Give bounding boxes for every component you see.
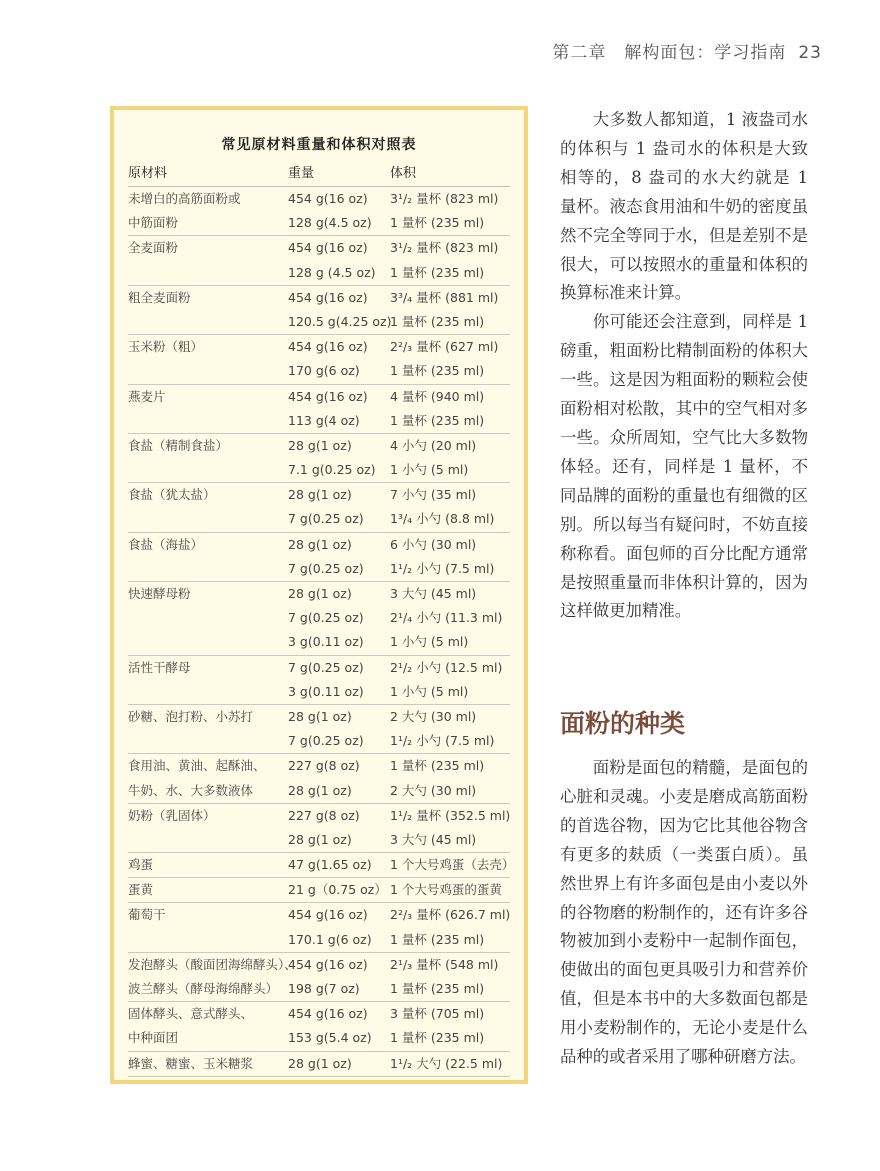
table-row (128, 286, 510, 310)
ingredient-cell: 奶粉（乳固体） (128, 807, 216, 823)
table-row (128, 779, 510, 803)
page-number: 23 (798, 43, 822, 63)
volume-cell: 1¹/₂ 量杯 (352.5 ml) (390, 807, 511, 823)
volume-cell: 1³/₄ 小勺 (8.8 ml) (390, 511, 495, 527)
table-row (128, 754, 510, 778)
table-row-group (128, 804, 510, 853)
table-row-group (128, 533, 510, 582)
weight-cell: 3 g(0.11 oz) (288, 634, 364, 650)
volume-cell: 1 量杯 (235 ml) (390, 363, 485, 379)
ingredient-cell: 燕麦片 (128, 388, 166, 404)
ingredient-cell: 发泡酵头（酸面团海绵酵头）、 (128, 956, 297, 972)
volume-cell: 1 量杯 (235 ml) (390, 215, 485, 231)
ingredient-cell: 食盐（海盐） (128, 536, 204, 552)
ingredient-cell: 波兰酵头（酵母海绵酵头） (128, 981, 279, 996)
weight-cell: 454 g(16 oz) (288, 907, 368, 923)
volume-cell: 2²/₃ 量杯 (626.7 ml) (390, 907, 511, 923)
ingredient-cell: 粗全麦面粉 (128, 289, 191, 305)
table-row (128, 928, 510, 952)
ingredient-cell: 中筋面粉 (128, 215, 179, 231)
volume-cell: 1 量杯 (235 ml) (390, 981, 485, 996)
weight-cell: 454 g(16 oz) (288, 388, 368, 404)
weight-cell: 454 g(16 oz) (288, 289, 368, 305)
volume-cell: 3 量杯 (705 ml) (390, 1006, 485, 1022)
ingredient-cell: 固体酵头、意式酵头、 (128, 1006, 254, 1022)
volume-cell: 2¹/₂ 小勺 (12.5 ml) (390, 659, 503, 675)
volume-cell: 1¹/₂ 大勺 (22.5 ml) (390, 1055, 503, 1071)
volume-cell: 2 大勺 (30 ml) (390, 782, 477, 798)
table-row-group (128, 582, 510, 656)
table-row (128, 903, 510, 927)
table-row (128, 385, 510, 409)
table-row-group (128, 953, 510, 1002)
table-row (128, 680, 510, 704)
weight-cell: 113 g(4 oz) (288, 412, 360, 428)
table-body (128, 187, 515, 1077)
weight-cell: 28 g(1 oz) (288, 586, 352, 601)
table-row (128, 582, 510, 606)
table-row-group (128, 656, 510, 705)
weight-cell: 454 g(16 oz) (288, 339, 368, 355)
volume-cell: 2²/₃ 量杯 (627 ml) (390, 339, 499, 355)
volume-cell: 4 量杯 (940 ml) (390, 388, 485, 404)
weight-cell: 28 g(1 oz) (288, 536, 352, 552)
table-row (128, 1026, 510, 1050)
volume-cell: 1 量杯 (235 ml) (390, 412, 485, 428)
volume-cell: 3³/₄ 量杯 (881 ml) (390, 289, 499, 305)
volume-cell: 1 量杯 (235 ml) (390, 931, 485, 947)
table-row (128, 977, 510, 1001)
running-header (552, 38, 822, 63)
volume-cell: 1 量杯 (235 ml) (390, 264, 485, 280)
ingredient-cell: 食盐（犹太盐） (128, 487, 216, 503)
volume-cell: 3 大勺 (45 ml) (390, 586, 477, 601)
volume-cell: 2¹/₃ 量杯 (548 ml) (390, 956, 499, 972)
table-row (128, 310, 510, 334)
table-row (128, 458, 510, 482)
weight-cell: 128 g (4.5 oz) (288, 264, 376, 280)
table-row (128, 630, 510, 654)
weight-cell: 7 g(0.25 oz) (288, 659, 364, 675)
paragraph: 你可能还会注意到，同样是 1 磅重，粗面粉比精制面粉的体积大一些。这是因为粗面粉的颗粒会使面粉相对松散，其中的空气相对多一些。众所周知，空气比大多数物体轻。还有，同样是 1 量杯，不同品牌的面粉的重量也有细微的区别。所以每当有疑问时，不妨直接称称看。面包师的百分比配方通常是按照重量而非体积计算的，因为这样做更加精准。 (560, 312, 808, 621)
header-ingredient: 原材料 (128, 166, 168, 181)
weight-cell: 3 g(0.11 oz) (288, 683, 364, 699)
volume-cell: 7 小勺 (35 ml) (390, 487, 477, 503)
ingredient-cell: 未增白的高筋面粉或 (128, 191, 241, 206)
volume-cell: 3 大勺 (45 ml) (390, 831, 477, 847)
weight-cell: 128 g(4.5 oz) (288, 215, 372, 231)
weight-cell: 7 g(0.25 oz) (288, 610, 364, 626)
table-row-group (128, 286, 510, 335)
table-row-group (128, 903, 510, 952)
weight-cell: 170 g(6 oz) (288, 363, 360, 379)
ingredient-cell: 食用油、黄油、起酥油、 (128, 758, 266, 774)
weight-cell: 28 g(1 oz) (288, 708, 352, 724)
table-row (128, 828, 510, 852)
weight-cell: 198 g(7 oz) (288, 981, 360, 996)
volume-cell: 1 个大号鸡蛋的蛋黄 (390, 882, 502, 898)
table-row-group (128, 878, 510, 903)
weight-cell: 28 g(1 oz) (288, 487, 352, 503)
ingredient-cell: 砂糖、泡打粉、小苏打 (128, 708, 254, 724)
weight-cell: 454 g(16 oz) (288, 191, 368, 206)
weight-cell: 120.5 g(4.25 oz) (288, 313, 392, 329)
volume-cell: 4 小勺 (20 ml) (390, 437, 477, 453)
weight-cell: 28 g(1 oz) (288, 831, 352, 847)
table-row-group (128, 483, 510, 532)
table-row (128, 953, 510, 977)
ingredient-cell: 蛋黄 (128, 882, 154, 898)
header-volume: 体积 (390, 166, 417, 181)
volume-cell: 1 量杯 (235 ml) (390, 313, 485, 329)
table-row (128, 187, 510, 211)
ingredient-cell: 快速酵母粉 (128, 586, 191, 601)
table-row (128, 1052, 510, 1076)
weight-cell: 47 g(1.65 oz) (288, 857, 372, 873)
chapter-title: 第二章 解构面包：学习指南 (552, 43, 787, 63)
table-row (128, 533, 510, 557)
weight-cell: 227 g(8 oz) (288, 807, 360, 823)
section-flour-types (560, 704, 808, 1072)
table-row (128, 557, 510, 581)
table-row (128, 705, 510, 729)
volume-cell: 3¹/₂ 量杯 (823 ml) (390, 240, 499, 256)
volume-cell: 1¹/₂ 小勺 (7.5 ml) (390, 733, 495, 749)
table-row (128, 236, 510, 260)
table-header-row (128, 162, 510, 187)
table-row (128, 853, 515, 877)
paragraph: 面粉是面包的精髓，是面包的心脏和灵魂。小麦是磨成高筋面粉的首选谷物，因为它比其他谷物含有更多的麸质（一类蛋白质）。虽然世界上有许多面包是由小麦以外的谷物磨的粉制作的，还有许多谷物被加到小麦粉中一起制作面包，使做出的面包更具吸引力和营养价值，但是本书中的大多数面包都是用小麦粉制作的，无论小麦是什么品种的或者采用了哪种研磨方法。 (560, 758, 808, 1067)
volume-cell: 6 小勺 (30 ml) (390, 536, 477, 552)
weight-cell: 7 g(0.25 oz) (288, 733, 364, 749)
table-row (128, 1002, 510, 1026)
ingredient-cell: 葡萄干 (128, 907, 166, 923)
table-row (128, 211, 510, 235)
table-row-group (128, 187, 510, 236)
table-row-group (128, 385, 510, 434)
volume-cell: 1 量杯 (235 ml) (390, 1030, 485, 1046)
volume-cell: 3¹/₂ 量杯 (823 ml) (390, 191, 499, 206)
table-row (128, 335, 510, 359)
conversion-table-sidebar (110, 106, 528, 1084)
volume-cell: 2¹/₄ 小勺 (11.3 ml) (390, 610, 503, 626)
table-row-group (128, 1002, 510, 1051)
ingredient-cell: 全麦面粉 (128, 240, 179, 256)
volume-cell: 1 小勺 (5 ml) (390, 462, 469, 478)
table-row (128, 606, 510, 630)
weight-cell: 454 g(16 oz) (288, 1006, 368, 1022)
volume-cell: 2 大勺 (30 ml) (390, 708, 477, 724)
paragraph: 大多数人都知道，1 液盎司水的体积与 1 盎司水的体积是大致相等的，8 盎司的水大约就是 1 量杯。液态食用油和牛奶的密度虽然不完全等同于水，但是差别不是很大，可以按照水的重量和体积的换算标准来计算。 (560, 110, 808, 303)
weight-cell: 7 g(0.25 oz) (288, 560, 364, 576)
weight-cell: 21 g（0.75 oz） (288, 882, 387, 898)
table-title: 常见原材料重量和体积对照表 (221, 137, 417, 153)
ingredient-cell: 鸡蛋 (128, 857, 154, 873)
weight-cell: 28 g(1 oz) (288, 437, 352, 453)
table-row (128, 409, 510, 433)
weight-cell: 7.1 g(0.25 oz) (288, 462, 376, 478)
volume-cell: 1 小勺 (5 ml) (390, 683, 469, 699)
table-row (128, 261, 510, 285)
weight-cell: 227 g(8 oz) (288, 758, 360, 774)
ingredient-cell: 食盐（精制食盐） (128, 437, 229, 453)
table-row (128, 729, 510, 753)
volume-cell: 1 量杯 (235 ml) (390, 758, 485, 774)
weight-cell: 153 g(5.4 oz) (288, 1030, 372, 1046)
header-weight: 重量 (288, 166, 315, 181)
section-heading: 面粉的种类 (560, 709, 686, 738)
table-row (128, 507, 510, 531)
table-row (128, 656, 510, 680)
ingredient-cell: 中种面团 (128, 1030, 179, 1046)
table-row-group (128, 754, 510, 803)
volume-cell: 1 小勺 (5 ml) (390, 634, 469, 650)
table-row-group (128, 236, 510, 285)
weight-cell: 28 g(1 oz) (288, 782, 352, 798)
table-row-group (128, 705, 510, 754)
ingredient-cell: 玉米粉（粗） (128, 339, 204, 355)
weight-cell: 7 g(0.25 oz) (288, 511, 364, 527)
table-row (128, 359, 510, 383)
ingredient-cell: 牛奶、水、大多数液体 (128, 782, 254, 798)
volume-cell: 1¹/₂ 小勺 (7.5 ml) (390, 560, 495, 576)
table-row (128, 878, 510, 902)
table-row-group (128, 434, 510, 483)
table-row-group (128, 1052, 510, 1077)
ingredient-cell: 活性干酵母 (128, 659, 191, 675)
weight-cell: 454 g(16 oz) (288, 956, 368, 972)
volume-cell: 1 个大号鸡蛋（去壳） (390, 857, 515, 873)
body-text-top (560, 106, 808, 626)
table-row-group (128, 335, 510, 384)
table-row-group (128, 853, 515, 878)
table-row (128, 483, 510, 507)
weight-cell: 454 g(16 oz) (288, 240, 368, 256)
ingredient-cell: 蜂蜜、糖蜜、玉米糖浆 (128, 1055, 254, 1071)
weight-cell: 170.1 g(6 oz) (288, 931, 372, 947)
table-row (128, 804, 510, 828)
table-row (128, 434, 510, 458)
weight-cell: 28 g(1 oz) (288, 1055, 352, 1071)
